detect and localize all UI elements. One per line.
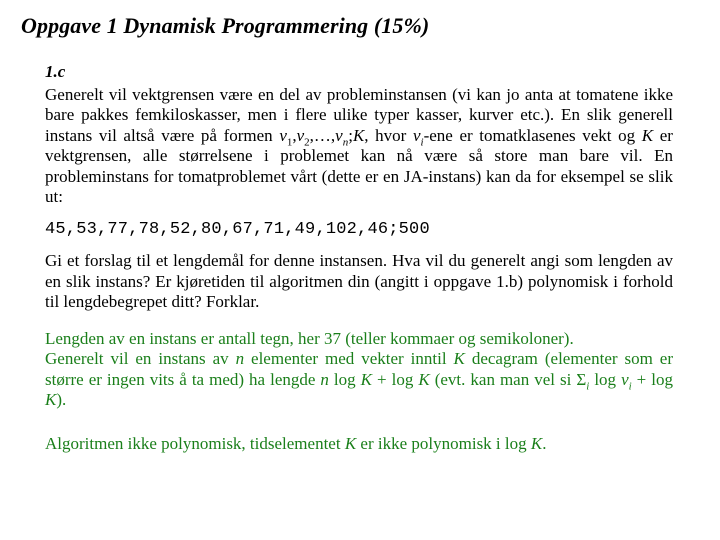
answer-line-1: Lengden av en instans er antall tegn, her 37 (teller kommaer og semikoloner). (45, 328, 574, 348)
content (45, 62, 673, 454)
question-paragraph: Generelt vil vektgrensen være en del av probleminstansen (vi kan jo anta at tomatene ikke bare pakkes femkiloskasser, men i flere ulike typer kasser, kurver etc.). En slik generell instans vil altså være på formen $v_1,v_2,\dots,v_n;K$, hvor $v_i$-ene er tomatklasenes vekt og K er vektgrensen, alle størrelsene i problemet kan nå være så store man bare vil. En probleminstans for tomatproblemet vårt (dette er en JA-instans) kan da for eksempel se slik ut: (45, 84, 673, 206)
page-title: Oppgave 1 Dynamisk Programmering (15%) (21, 13, 430, 38)
example-instance: 45,53,77,78,52,80,67,71,49,102,46;500 (45, 219, 430, 239)
question-paragraph-2: Gi et forslag til et lengdemål for denne instansen. Hva vil du generelt angi som lengden av en slik instans? Er kjøretiden til algoritmen din (angitt i oppgave 1.b) polynomisk i forhold til lengdebegrepet ditt? Forklar. (45, 251, 673, 311)
answer-paragraph-2: Generelt vil en instans av n elementer med vekter inntil K decagram (elementer som er større er ingen vits å ta med) ha lengde n log K + log K (evt. kan man vel si $\Sigma_i$ $\log v_i + \log K$). (45, 349, 673, 409)
answer-paragraph-3: Algoritmen ikke polynomisk, tidselementet K er ikke polynomisk i log K. (45, 433, 547, 453)
section-label: 1.c (45, 62, 66, 81)
